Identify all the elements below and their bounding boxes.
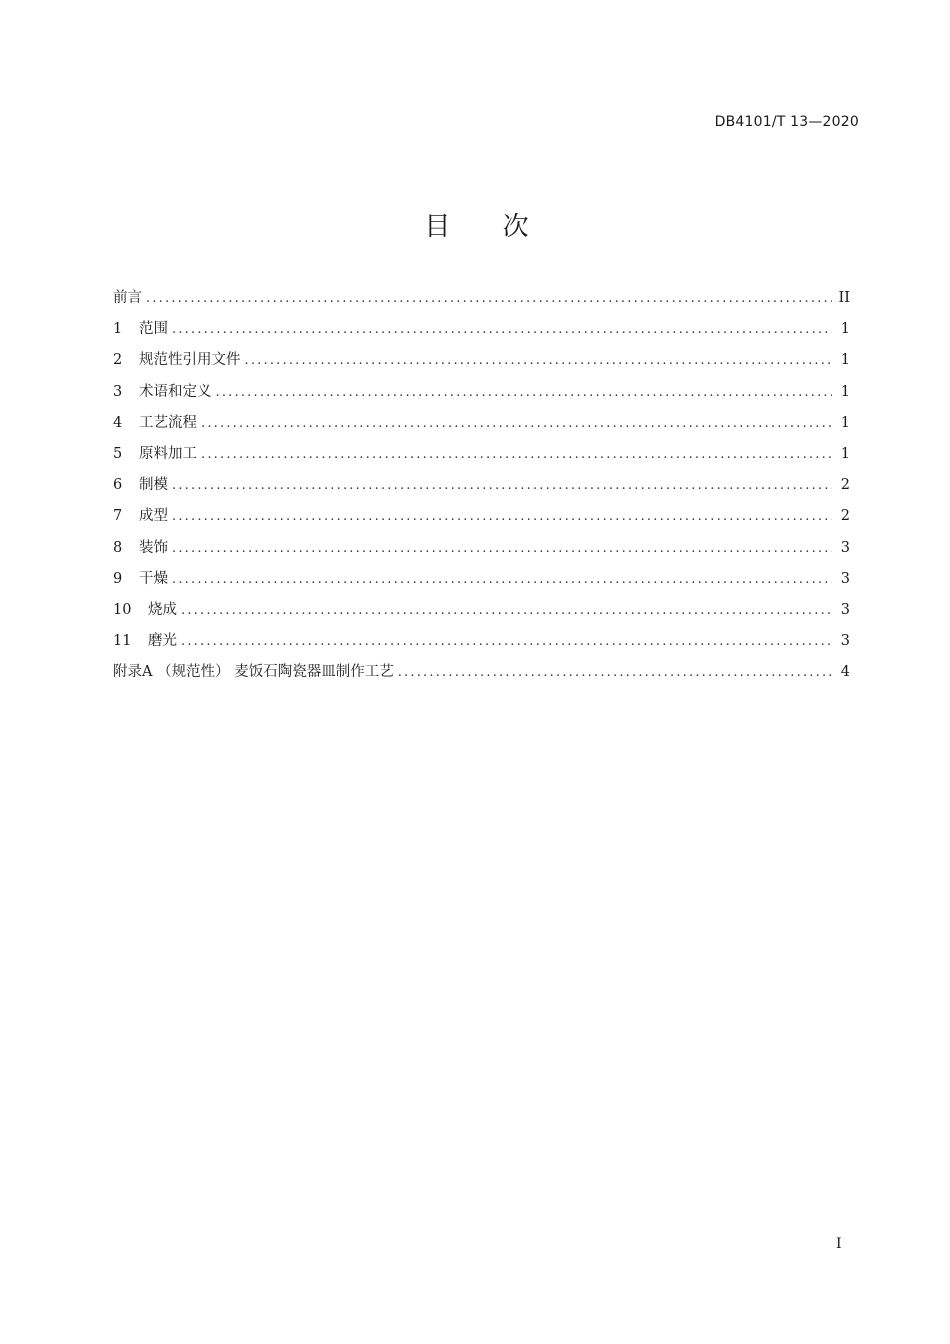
toc-entry-page: 1 xyxy=(840,352,850,369)
toc-entry-page: 3 xyxy=(840,539,850,556)
toc-leader-dots xyxy=(172,322,832,337)
toc-entry-foreword[interactable] xyxy=(113,286,850,317)
toc-entry-number: 8 xyxy=(113,539,123,556)
toc-leader-dots xyxy=(181,634,832,649)
toc-leader-dots xyxy=(201,447,832,462)
toc-entry-firing[interactable] xyxy=(113,598,850,629)
toc-entry-page: 1 xyxy=(840,321,850,338)
toc-leader-dots xyxy=(172,541,832,556)
toc-leader-dots xyxy=(398,665,832,680)
toc-entry-page: 3 xyxy=(840,601,850,618)
toc-entry-terms-definitions[interactable] xyxy=(113,380,850,411)
toc-entry-label: 术语和定义 xyxy=(139,383,212,400)
toc-leader-dots xyxy=(181,603,832,618)
toc-entry-number: 10 xyxy=(113,601,132,618)
toc-entry-page: 1 xyxy=(840,445,850,462)
toc-entry-number: 4 xyxy=(113,414,123,431)
toc-entry-number: 7 xyxy=(113,508,123,525)
toc-entry-number: 11 xyxy=(113,633,132,650)
toc-entry-raw-material[interactable] xyxy=(113,442,850,473)
toc-entry-drying[interactable] xyxy=(113,567,850,598)
toc-entry-label: 前言 xyxy=(113,290,142,306)
toc-entry-number: 2 xyxy=(113,352,123,369)
toc-entry-page: 3 xyxy=(840,570,850,587)
toc-entry-label: 范围 xyxy=(139,321,168,338)
toc-entry-normative-references[interactable] xyxy=(113,348,850,379)
toc-entry-number: 9 xyxy=(113,570,123,587)
toc-entry-decoration[interactable] xyxy=(113,536,850,567)
toc-entry-page: 4 xyxy=(840,664,850,681)
toc-leader-dots xyxy=(172,572,832,587)
toc-entry-polishing[interactable] xyxy=(113,629,850,660)
toc-entry-number: 3 xyxy=(113,383,123,400)
document-code: DB4101/T 13—2020 xyxy=(714,114,859,130)
toc-entry-label: 烧成 xyxy=(148,601,177,618)
toc-entry-label: 装饰 xyxy=(139,539,168,556)
toc-leader-dots xyxy=(146,291,832,306)
toc-entry-page: 1 xyxy=(840,383,850,400)
toc-entry-label: 工艺流程 xyxy=(139,414,197,431)
toc-leader-dots xyxy=(245,353,833,368)
toc-entry-label: 磨光 xyxy=(148,633,177,650)
toc-entry-number: 1 xyxy=(113,321,123,338)
toc-entry-page: 1 xyxy=(840,414,850,431)
toc-leader-dots xyxy=(216,385,833,400)
toc-entry-label: 原料加工 xyxy=(139,445,197,462)
toc-entry-scope[interactable] xyxy=(113,317,850,348)
toc-leader-dots xyxy=(172,478,832,493)
toc-entry-page: II xyxy=(838,290,850,306)
toc-entry-forming[interactable] xyxy=(113,504,850,535)
toc-entry-label: 附录A （规范性） 麦饭石陶瓷器皿制作工艺 xyxy=(113,664,394,681)
toc-entry-page: 2 xyxy=(840,477,850,494)
toc-entry-appendix-a[interactable] xyxy=(113,660,850,691)
toc-leader-dots xyxy=(172,509,832,524)
toc-entry-label: 干燥 xyxy=(139,570,168,587)
toc-entry-number: 5 xyxy=(113,445,123,462)
toc-entry-label: 成型 xyxy=(139,508,168,525)
table-of-contents xyxy=(113,286,850,691)
page-number: I xyxy=(836,1236,842,1252)
page-title: 目 次 xyxy=(424,212,551,242)
toc-entry-number: 6 xyxy=(113,477,123,494)
toc-leader-dots xyxy=(201,416,832,431)
toc-entry-page: 2 xyxy=(840,508,850,525)
toc-entry-process-flow[interactable] xyxy=(113,411,850,442)
toc-entry-label: 制模 xyxy=(139,477,168,494)
toc-entry-page: 3 xyxy=(840,633,850,650)
toc-entry-label: 规范性引用文件 xyxy=(139,352,241,369)
toc-entry-mold-making[interactable] xyxy=(113,473,850,504)
